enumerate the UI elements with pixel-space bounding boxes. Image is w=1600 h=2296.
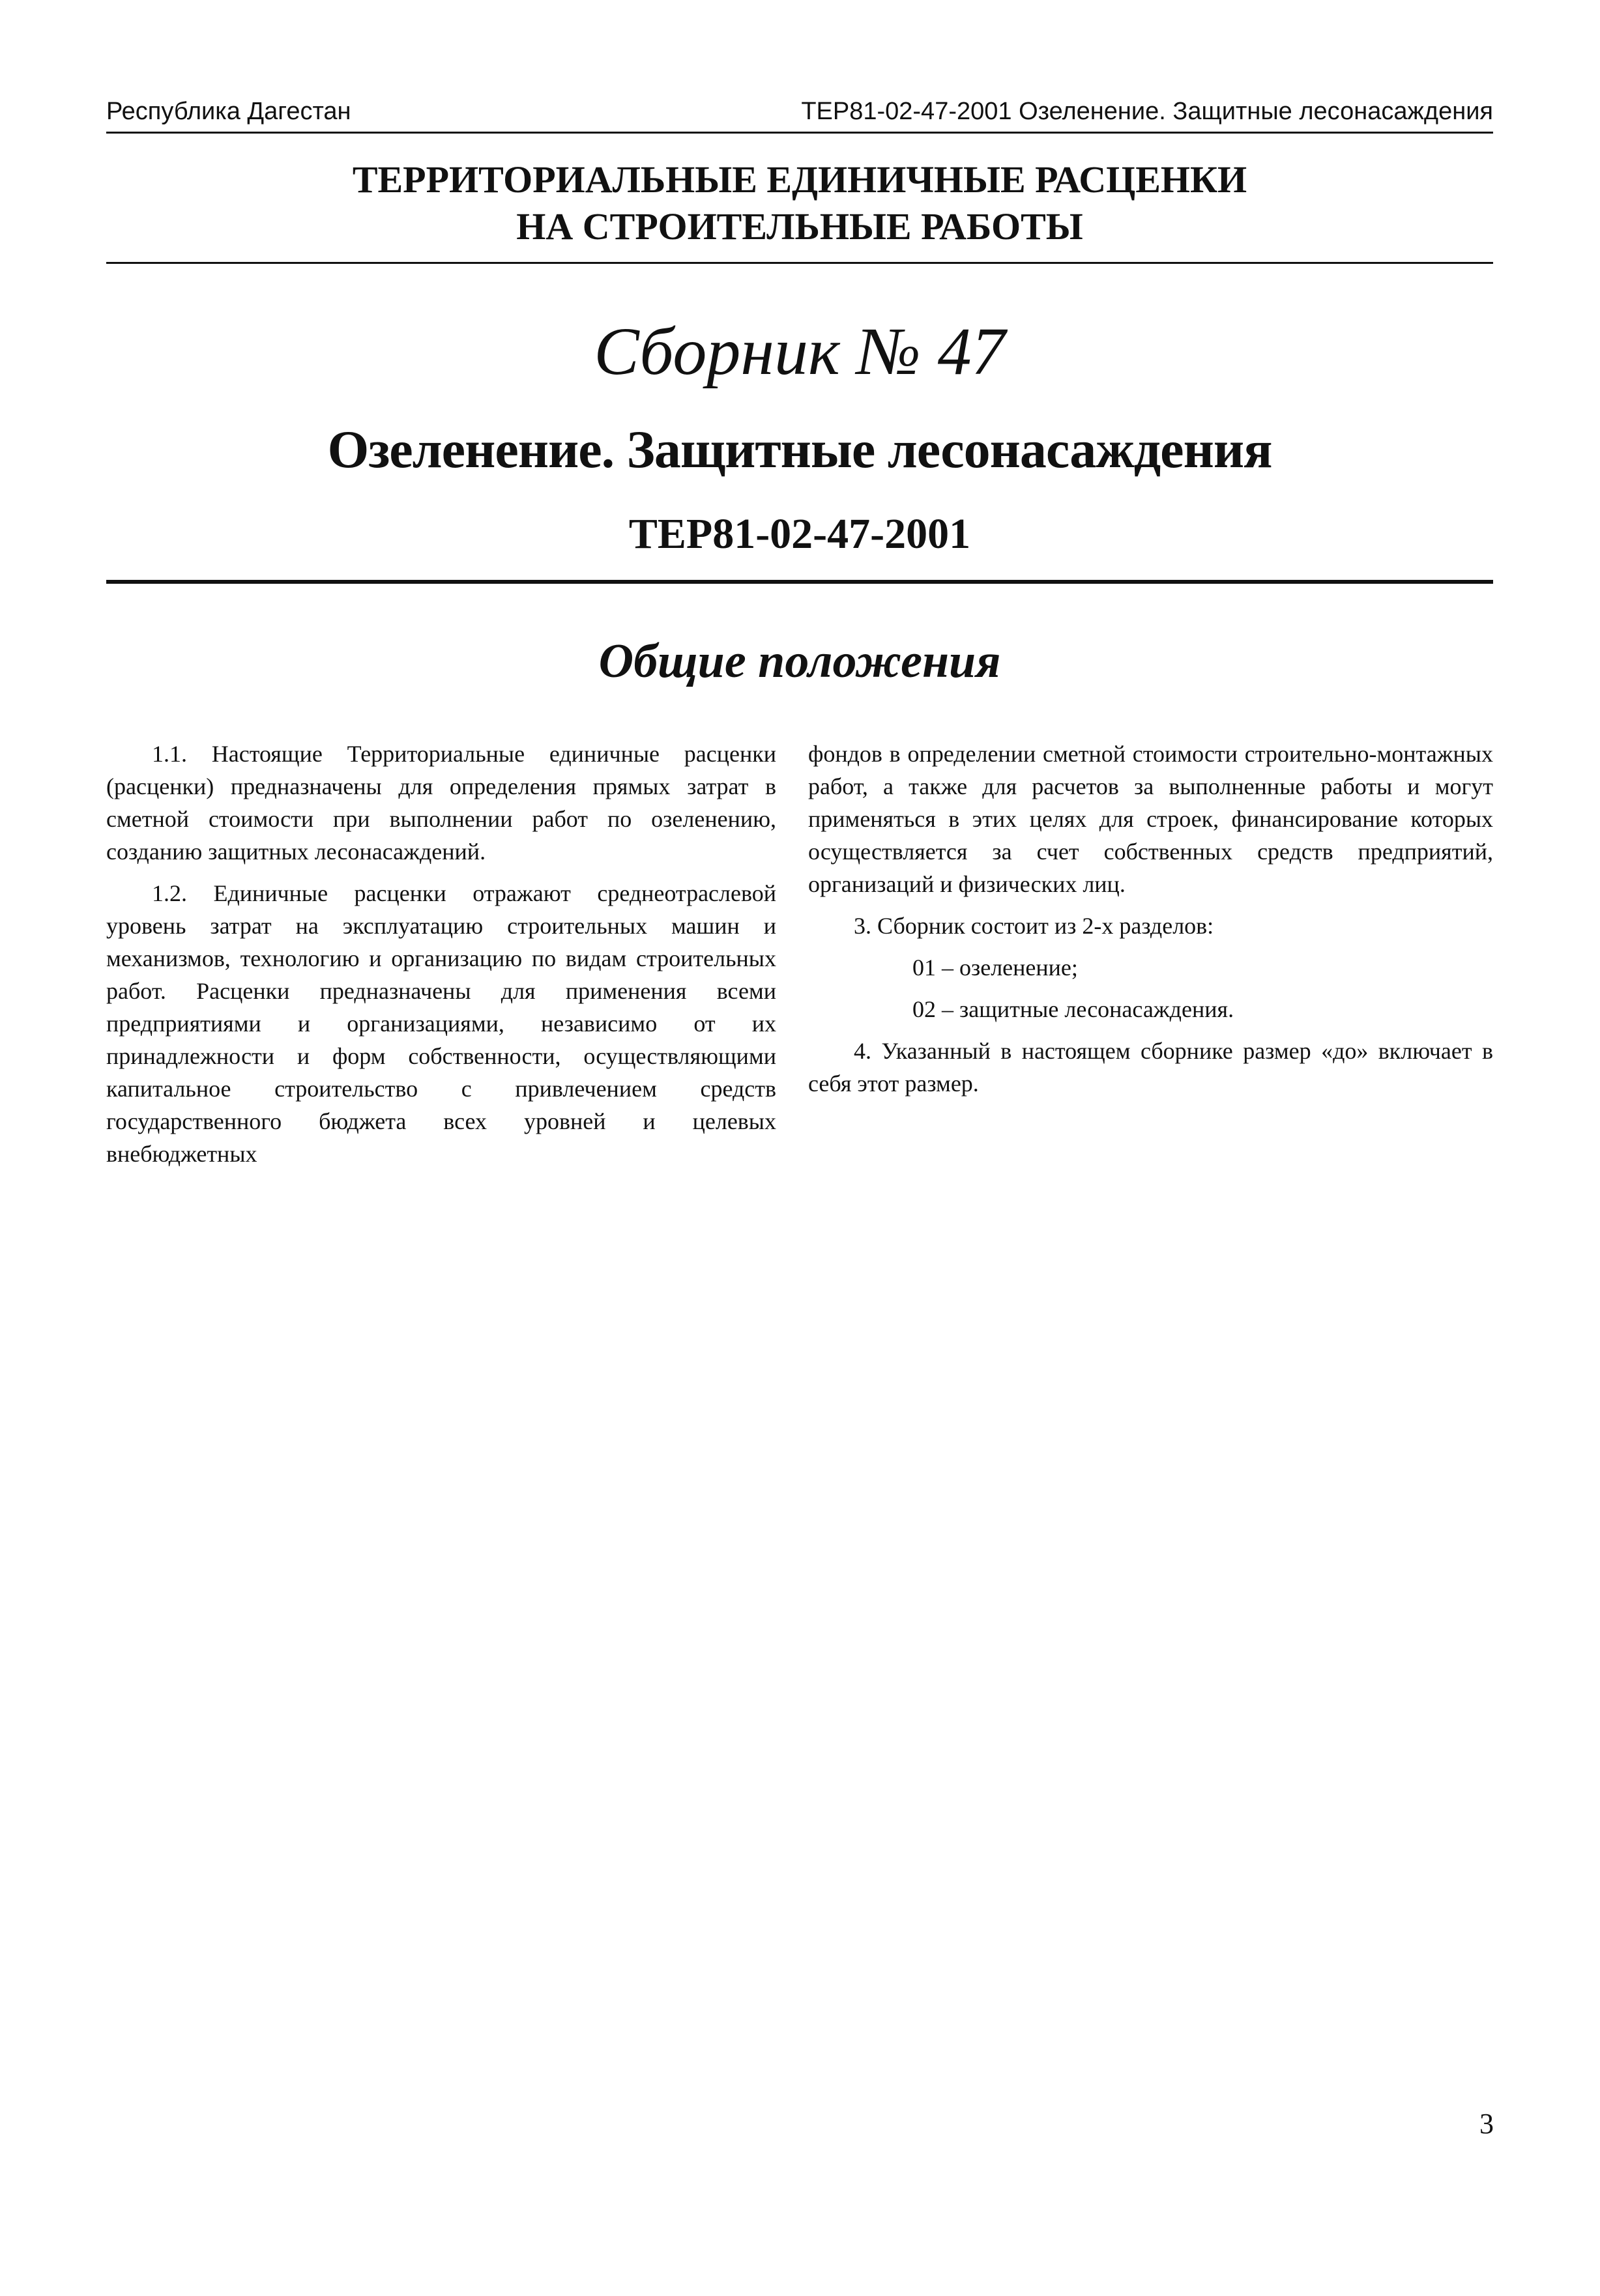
section-list-item-01: 01 – озеленение; [912,954,1078,981]
page-number: 3 [1479,2108,1494,2140]
header-rule [106,132,1493,134]
paragraph-4: 4. Указанный в настоящем сборнике размер «до» включает в себя этот размер. [808,1038,1493,1097]
main-title-line-1: ТЕРРИТОРИАЛЬНЫЕ ЕДИНИЧНЫЕ РАСЦЕНКИ [352,158,1247,201]
collection-number: Сборник № 47 [594,314,1006,389]
document-code: ТЕР81-02-47-2001 [628,510,971,558]
text-column-right [808,738,1493,1109]
header-region: Республика Дагестан [106,98,351,125]
header-document-title: ТЕР81-02-47-2001 Озеленение. Защитные лесонасаждения [801,98,1493,125]
paragraph-1-1: 1.1. Настоящие Территориальные единичные расценки (расценки) предназначены для определения прямых затрат в сметной стоимости при выполнении работ по озеленению, созданию защитных лесонасаждений. [106,741,776,865]
main-title [106,156,1493,250]
section-list-item-02: 02 – защитные лесонасаждения. [912,996,1234,1022]
paragraph-1-2: 1.2. Единичные расценки отражают среднеотраслевой уровень затрат на эксплуатацию строительных машин и механизмов, технологию и организацию по видам строительных работ. Расценки предназначены для применения всеми предприятиями и организациями, независимо от их принадлежности и форм собственности, осуществляющими капитальное строительство с привлечением средств государственного бюджета всех уровней и целевых внебюджетных [106,880,776,1167]
text-column-left [106,738,776,1179]
title-rule [106,262,1493,264]
code-rule [106,580,1493,584]
collection-title: Озеленение. Защитные лесонасаждения [327,420,1272,479]
section-heading: Общие положения [598,635,1001,688]
running-header [106,91,1493,132]
paragraph-1-2-continued: фондов в определении сметной стоимости строительно-монтажных работ, а также для расчетов за выполненные работы и могут применяться в этих целях для строек, финансирование которых осуществляется за счет собственных средств предприятий, организаций и физических лиц. [808,741,1493,897]
main-title-line-2: НА СТРОИТЕЛЬНЫЕ РАБОТЫ [516,205,1083,248]
paragraph-3: 3. Сборник состоит из 2-х разделов: [854,913,1214,939]
